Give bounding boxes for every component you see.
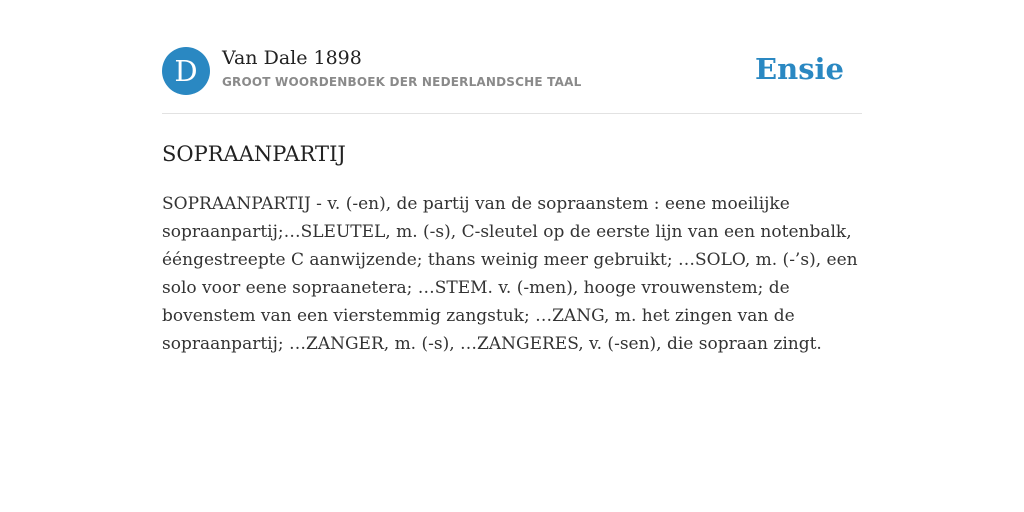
brand-logo[interactable]: Ensie (755, 52, 844, 86)
card-header (162, 46, 862, 114)
entry-definition: SOPRAANPARTIJ - v. (-en), de partij van de sopraanstem : eene moeilijke sopraanpartij;…SLEUTEL, m. (-s), C-sleutel op de eerste lijn van een notenbalk, ééngestreepte C aanwijzende; thans weinig meer gebruikt; …SOLO, m. (-’s), een solo voor eene sopraanetera; …STEM. v. (-men), hooge vrouwenstem; de bovenstem van een vierstemmig zangstuk; …ZANG, m. het zingen van de sopraanpartij; …ZANGER, m. (-s), …ZANGERES, v. (-sen), die sopraan zingt. (162, 194, 858, 354)
dictionary-subtitle: GROOT WOORDENBOEK DER NEDERLANDSCHE TAAL (222, 75, 582, 89)
dictionary-name[interactable]: Van Dale 1898 (222, 47, 362, 69)
dictionary-card (162, 46, 862, 358)
dictionary-title-block (222, 46, 581, 89)
entry-title: SOPRAANPARTIJ (162, 142, 346, 166)
dictionary-logo[interactable]: D (162, 47, 210, 95)
